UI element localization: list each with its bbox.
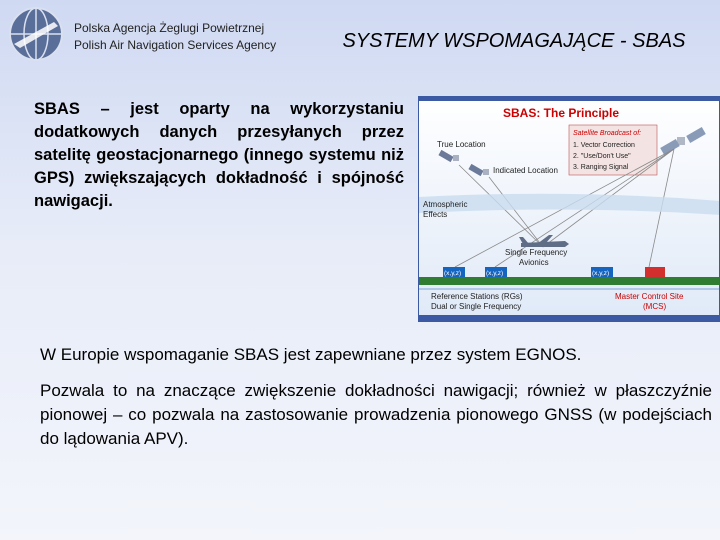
station-tag-2: (x,y,z) [486, 270, 504, 277]
master-control-site-icon [645, 267, 665, 277]
pansa-logo [6, 4, 66, 64]
avionics-label-1: Single Frequency [505, 248, 568, 257]
station-tag-1: (x,y,z) [444, 270, 462, 277]
apv-paragraph: Pozwala to na znaczące zwiększenie dokładności nawigacji; również w płaszczyźnie pionowej – co pozwala na zastosowanie prowadzenia pionowego GNSS (w podejściach do lądowania APV). [40, 381, 712, 448]
broadcast-item-1: 1. Vector Correction [573, 142, 635, 149]
organization-name-en: Polish Air Navigation Services Agency [74, 38, 277, 52]
sbas-principle-diagram [418, 96, 720, 322]
reference-station-2 [485, 267, 507, 277]
ref-stations-label-1: Reference Stations (RGs) [431, 292, 523, 301]
diagram-title: SBAS: The Principle [503, 106, 620, 120]
ref-stations-label-2: Dual or Single Frequency [431, 302, 522, 311]
atmospheric-label-2: Effects [423, 210, 448, 219]
ground [419, 277, 720, 285]
broadcast-title: Satellite Broadcast of: [573, 130, 642, 137]
true-location-label: True Location [437, 140, 486, 149]
reference-station-3 [591, 267, 613, 277]
intro-paragraph: SBAS – jest oparty na wykorzystaniu dodatkowych danych przesyłanych przez satelitę geostacjonarnego (innego systemu niż GPS) zwiększających dokładność i spójność nawigacji. [34, 100, 404, 210]
master-control-label-1: Master Control Site [615, 292, 684, 301]
station-tag-3: (x,y,z) [592, 270, 610, 277]
organization-name-pl: Polska Agencja Żeglugi Powietrznej [74, 21, 265, 35]
master-control-label-2: (MCS) [643, 302, 667, 311]
broadcast-item-3: 3. Ranging Signal [573, 164, 629, 171]
atmospheric-label-1: Atmospheric [423, 200, 468, 209]
organization-name [74, 20, 276, 54]
slide-title: SYSTEMY WSPOMAGAJĄCE - SBAS [342, 30, 686, 52]
broadcast-item-2: 2. "Use/Don't Use" [573, 153, 631, 160]
avionics-label-2: Avionics [519, 258, 549, 267]
reference-station-1 [443, 267, 465, 277]
indicated-location-label: Indicated Location [493, 166, 558, 175]
egnos-paragraph: W Europie wspomaganie SBAS jest zapewniane przez system EGNOS. [40, 345, 582, 364]
